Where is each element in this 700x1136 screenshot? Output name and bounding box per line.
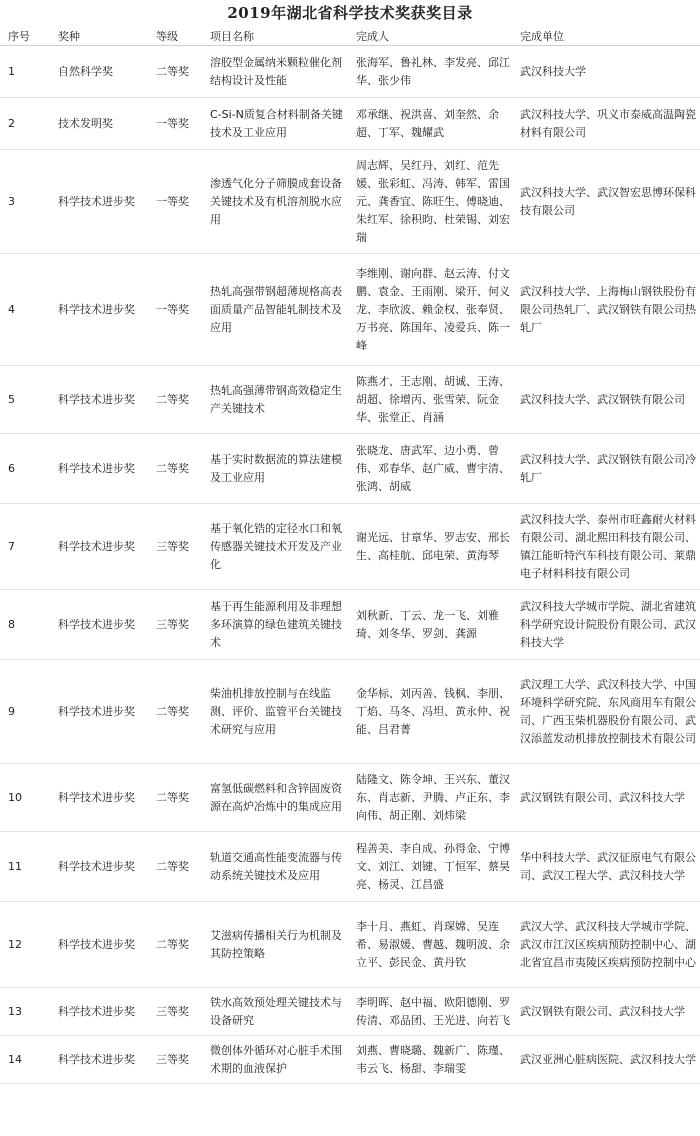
cell-level: 二等奖	[154, 46, 206, 98]
table-row	[0, 46, 700, 98]
cell-people: 程善美、李自成、孙得金、宁博文、刘江、刘键、丁恒军、蔡昊亮、杨灵、江昌盛	[352, 832, 516, 902]
cell-award-type: 自然科学奖	[54, 46, 154, 98]
cell-people: 陈燕才、王志刚、胡诚、王涛、胡超、徐增丙、张雪荣、阮金华、张堂正、肖涵	[352, 366, 516, 434]
table-row	[0, 660, 700, 764]
header-level: 等级	[154, 26, 206, 46]
cell-units: 武汉科技大学	[516, 46, 700, 98]
cell-units: 武汉钢铁有限公司、武汉科技大学	[516, 764, 700, 832]
cell-award-type: 技术发明奖	[54, 98, 154, 150]
cell-project: 铁水高效预处理关键技术与设备研究	[206, 988, 352, 1036]
cell-units: 武汉理工大学、武汉科技大学、中国环境科学研究院、东风商用车有限公司、广西玉柴机器股份有限公司、武汉添蓝发动机排放控制技术有限公司	[516, 660, 700, 764]
cell-award-type: 科学技术进步奖	[54, 366, 154, 434]
cell-project: C-Si-N质复合材料制备关键技术及工业应用	[206, 98, 352, 150]
cell-level: 一等奖	[154, 150, 206, 254]
cell-level: 二等奖	[154, 434, 206, 504]
cell-units: 武汉钢铁有限公司、武汉科技大学	[516, 988, 700, 1036]
cell-units: 武汉科技大学城市学院、湖北省建筑科学研究设计院股份有限公司、武汉科技大学	[516, 590, 700, 660]
cell-project: 柴油机排放控制与在线监测、评价、监管平台关键技术研究与应用	[206, 660, 352, 764]
cell-number: 7	[0, 504, 54, 590]
header-award-type: 奖种	[54, 26, 154, 46]
cell-people: 张晓龙、唐武军、边小勇、曾伟、邓春华、赵广威、曹宇清、张鸿、胡威	[352, 434, 516, 504]
cell-people: 李维刚、谢向群、赵云涛、付文鹏、袁金、王雨刚、梁开、何义龙、李欣波、赖金权、张奉贤、万书亮、陈国年、凌爱兵、陈一峰	[352, 254, 516, 366]
table-row	[0, 832, 700, 902]
cell-award-type: 科学技术进步奖	[54, 434, 154, 504]
header-units: 完成单位	[516, 26, 700, 46]
cell-number: 9	[0, 660, 54, 764]
cell-award-type: 科学技术进步奖	[54, 590, 154, 660]
cell-award-type: 科学技术进步奖	[54, 150, 154, 254]
cell-people: 邓承继、祝洪喜、刘奎然、余超、丁军、魏耀武	[352, 98, 516, 150]
table-row	[0, 98, 700, 150]
cell-number: 2	[0, 98, 54, 150]
table-body	[0, 46, 700, 1084]
cell-level: 三等奖	[154, 988, 206, 1036]
header-number: 序号	[0, 26, 54, 46]
cell-units: 武汉亚洲心脏病医院、武汉科技大学	[516, 1036, 700, 1084]
cell-people: 张海军、鲁礼林、李发亮、邱江华、张少伟	[352, 46, 516, 98]
header-row	[0, 26, 700, 46]
cell-people: 李十月、燕虹、肖琛嫦、吴连希、易淑媛、曹越、魏明波、余立平、彭民金、黄丹钦	[352, 902, 516, 988]
cell-project: 艾滋病传播相关行为机制及其防控策略	[206, 902, 352, 988]
table-row	[0, 254, 700, 366]
cell-level: 一等奖	[154, 254, 206, 366]
cell-number: 1	[0, 46, 54, 98]
header-project: 项目名称	[206, 26, 352, 46]
cell-award-type: 科学技术进步奖	[54, 254, 154, 366]
cell-award-type: 科学技术进步奖	[54, 832, 154, 902]
cell-number: 14	[0, 1036, 54, 1084]
cell-units: 武汉科技大学、武汉钢铁有限公司	[516, 366, 700, 434]
cell-award-type: 科学技术进步奖	[54, 764, 154, 832]
cell-units: 华中科技大学、武汉征原电气有限公司、武汉工程大学、武汉科技大学	[516, 832, 700, 902]
cell-units: 武汉科技大学、武汉钢铁有限公司冷轧厂	[516, 434, 700, 504]
cell-project: 轨道交通高性能变流器与传动系统关键技术及应用	[206, 832, 352, 902]
cell-units: 武汉科技大学、巩义市泰威高温陶瓷材料有限公司	[516, 98, 700, 150]
cell-project: 渗透气化分子筛膜成套设备关键技术及有机溶剂脱水应用	[206, 150, 352, 254]
cell-level: 二等奖	[154, 832, 206, 902]
cell-level: 一等奖	[154, 98, 206, 150]
cell-level: 三等奖	[154, 1036, 206, 1084]
cell-level: 二等奖	[154, 902, 206, 988]
cell-level: 二等奖	[154, 366, 206, 434]
cell-number: 12	[0, 902, 54, 988]
cell-level: 二等奖	[154, 660, 206, 764]
table-header	[0, 26, 700, 46]
cell-people: 李明晖、赵中福、欧阳德刚、罗传清、邓品团、王光进、向若飞	[352, 988, 516, 1036]
cell-award-type: 科学技术进步奖	[54, 1036, 154, 1084]
table-row	[0, 366, 700, 434]
cell-project: 基于再生能源利用及非理想多环演算的绿色建筑关键技术	[206, 590, 352, 660]
cell-people: 陆隆文、陈令坤、王兴东、董汉东、肖志新、尹腾、卢正东、李向伟、胡正刚、刘炜梁	[352, 764, 516, 832]
cell-people: 谢光远、甘章华、罗志安、邢长生、高桂航、邱电荣、黄海琴	[352, 504, 516, 590]
cell-award-type: 科学技术进步奖	[54, 988, 154, 1036]
cell-level: 三等奖	[154, 504, 206, 590]
cell-number: 11	[0, 832, 54, 902]
cell-award-type: 科学技术进步奖	[54, 660, 154, 764]
awards-table	[0, 26, 700, 1084]
cell-number: 4	[0, 254, 54, 366]
cell-units: 武汉大学、武汉科技大学城市学院、武汉市江汉区疾病预防控制中心、湖北省宜昌市夷陵区疾病预防控制中心	[516, 902, 700, 988]
page-title: 2019年湖北省科学技术奖获奖目录	[227, 4, 473, 22]
table-row	[0, 504, 700, 590]
cell-number: 3	[0, 150, 54, 254]
header-people: 完成人	[352, 26, 516, 46]
cell-number: 6	[0, 434, 54, 504]
cell-units: 武汉科技大学、泰州市旺鑫耐火材料有限公司、湖北熙田科技有限公司、镇江能昕特汽车科技有限公司、莱鼎电子材料科技有限公司	[516, 504, 700, 590]
cell-level: 二等奖	[154, 764, 206, 832]
cell-project: 溶胶型金属纳米颗粒催化剂结构设计及性能	[206, 46, 352, 98]
cell-number: 8	[0, 590, 54, 660]
table-row	[0, 902, 700, 988]
cell-people: 刘燕、曹晓璐、魏新广、陈瑾、韦云飞、杨甜、李瑞雯	[352, 1036, 516, 1084]
cell-number: 13	[0, 988, 54, 1036]
cell-people: 金华标、刘丙善、钱枫、李朋、丁焰、马冬、冯坦、黄永仲、祝能、吕君菁	[352, 660, 516, 764]
cell-award-type: 科学技术进步奖	[54, 504, 154, 590]
cell-project: 微创体外循环对心脏手术围术期的血液保护	[206, 1036, 352, 1084]
cell-number: 10	[0, 764, 54, 832]
table-row	[0, 590, 700, 660]
cell-people: 周志辉、吴红丹、刘红、范先媛、张彩虹、冯涛、韩军、雷国元、龚香宜、陈旺生、傅晓迪、朱红军、徐积昀、杜荣锡、刘宏瑞	[352, 150, 516, 254]
cell-units: 武汉科技大学、武汉智宏思博环保科技有限公司	[516, 150, 700, 254]
cell-level: 三等奖	[154, 590, 206, 660]
cell-award-type: 科学技术进步奖	[54, 902, 154, 988]
cell-project: 热轧高强带钢超薄规格高表面质量产品智能轧制技术及应用	[206, 254, 352, 366]
cell-people: 刘秋新、丁云、龙一飞、刘雅琦、刘冬华、罗剑、龚源	[352, 590, 516, 660]
cell-project: 基于实时数据流的算法建模及工业应用	[206, 434, 352, 504]
cell-units: 武汉科技大学、上海梅山钢铁股份有限公司热轧厂、武汉钢铁有限公司热轧厂	[516, 254, 700, 366]
table-row	[0, 1036, 700, 1084]
table-row	[0, 150, 700, 254]
table-row	[0, 988, 700, 1036]
cell-number: 5	[0, 366, 54, 434]
table-row	[0, 434, 700, 504]
table-row	[0, 764, 700, 832]
cell-project: 富氢低碳燃料和含锌固废资源在高炉冶炼中的集成应用	[206, 764, 352, 832]
cell-project: 热轧高强薄带钢高效稳定生产关键技术	[206, 366, 352, 434]
cell-project: 基于氧化锆的定径水口和氧传感器关键技术开发及产业化	[206, 504, 352, 590]
